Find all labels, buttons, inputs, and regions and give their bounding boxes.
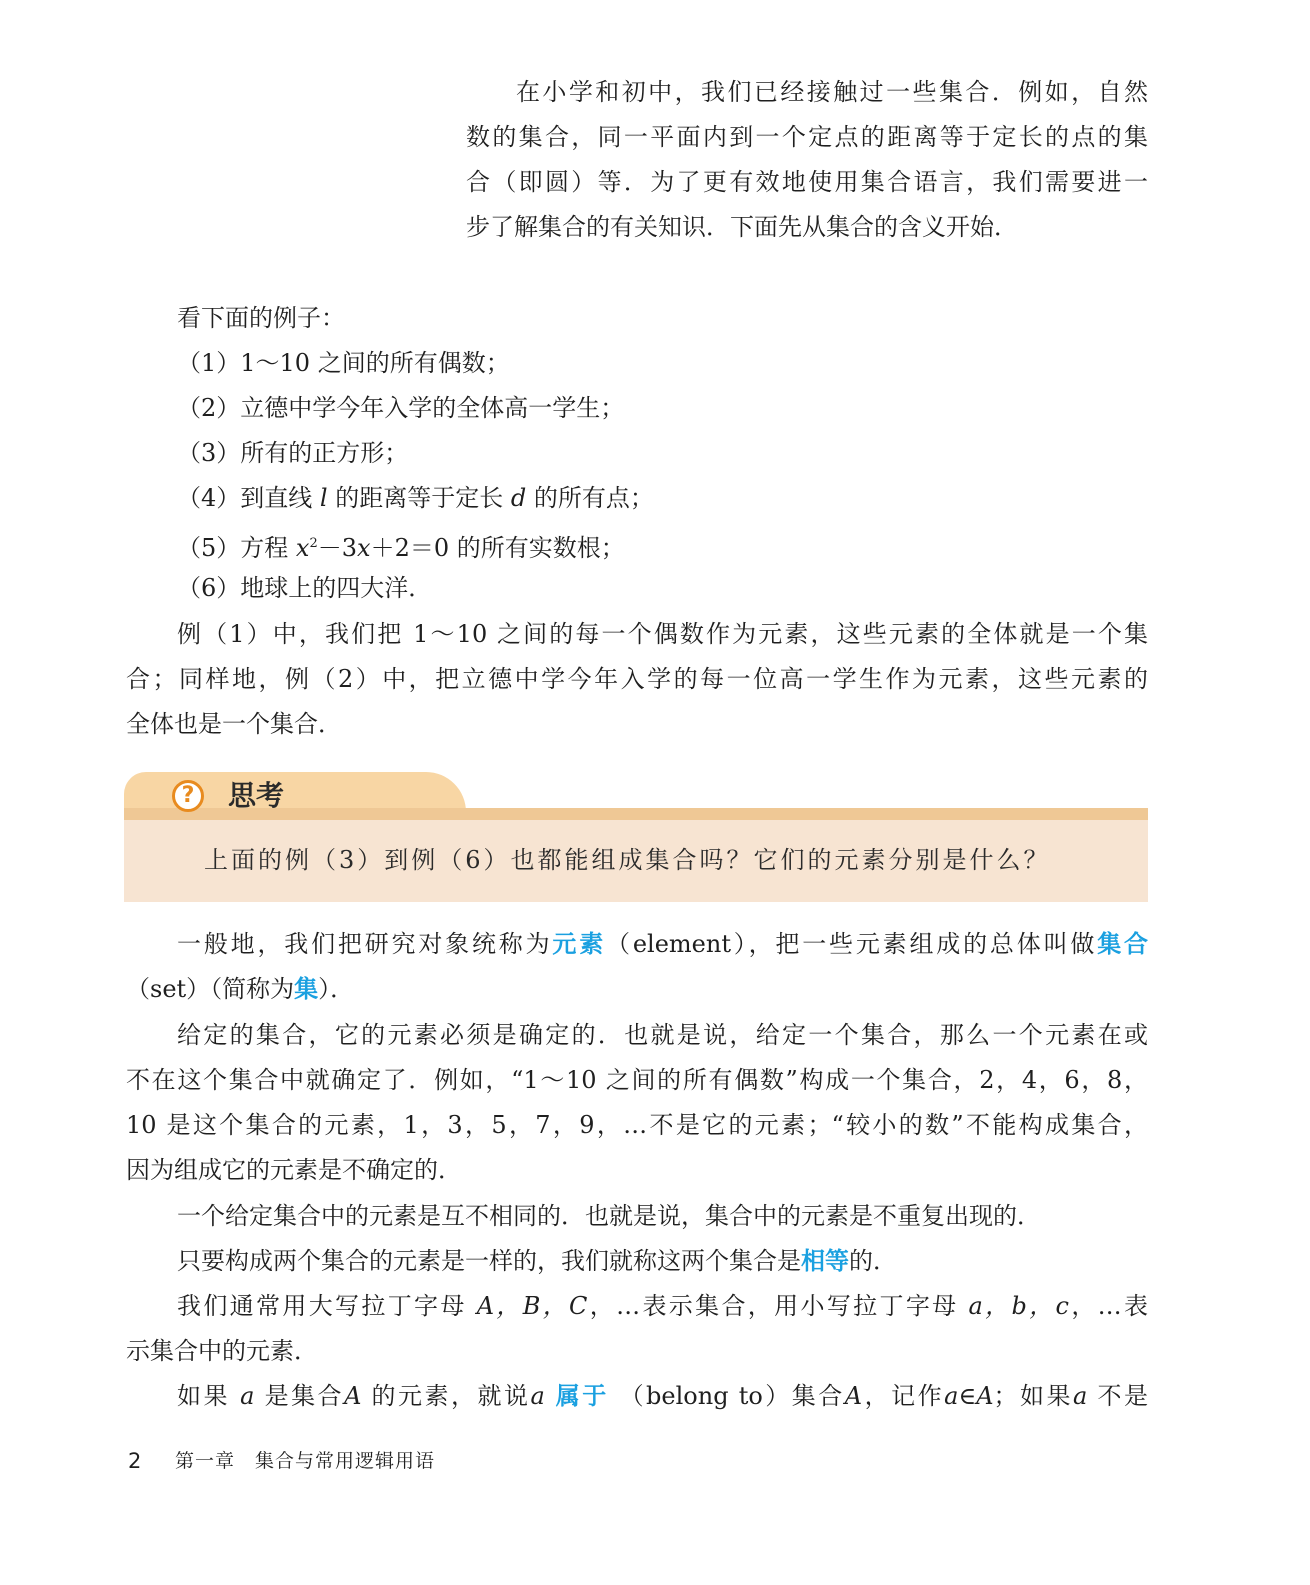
examples-lead: 看下面的例子： (177, 304, 345, 332)
example-item-4-mid: 的距离等于定长 (327, 484, 511, 512)
definition-text-b: （element），把一些元素组成的总体叫做 (606, 930, 1098, 958)
think-question: 上面的例（3）到例（6）也都能组成集合吗？它们的元素分别是什么？ (204, 846, 1051, 874)
var-x: x (295, 534, 310, 562)
belong-text-e: ，记作 (862, 1382, 945, 1410)
para-examples-line-2: 合；同样地，例（2）中，把立德中学今年入学的每一位高一学生作为元素，这些元素的 (126, 665, 1148, 693)
belong-text-c: 的元素，就说 (361, 1382, 531, 1410)
var-l: l (319, 484, 328, 512)
think-title: 思考 (228, 779, 285, 812)
belong-line (177, 1374, 1148, 1419)
intro-line-1: 在小学和初中，我们已经接触过一些集合．例如，自然 (516, 78, 1148, 106)
chapter-title: 第一章 集合与常用逻辑用语 (175, 1450, 436, 1472)
example-item-5-lead: （5）方程 (177, 534, 289, 562)
determinate-line-1: 给定的集合，它的元素必须是确定的．也就是说，给定一个集合，那么一个元素在或 (177, 1021, 1148, 1049)
para-examples-line-3: 全体也是一个集合． (126, 710, 342, 738)
question-icon: ? (172, 780, 204, 812)
belong-var-a: a (240, 1382, 255, 1410)
exponent: 2 (309, 536, 318, 551)
intro-line-2: 数的集合，同一平面内到一个定点的距离等于定长的点的集 (466, 123, 1148, 151)
notation-text-a: 我们通常用大写拉丁字母 (177, 1292, 477, 1320)
notation-lower: a，b，c (968, 1292, 1069, 1320)
example-item-6: （6）地球上的四大洋． (177, 574, 433, 602)
page-number: 2 (128, 1449, 142, 1473)
definition-line-1 (177, 922, 1148, 967)
definition-text-c: （set）（简称为 (126, 975, 295, 1003)
example-item-5-mid: －3 (317, 534, 358, 562)
var-d: d (510, 484, 527, 512)
distinct-line: 一个给定集合中的元素是互不相同的．也就是说，集合中的元素是不重复出现的． (177, 1202, 1041, 1230)
definition-line-2 (126, 967, 1148, 1012)
belong-var-a-2: a (530, 1382, 545, 1410)
example-item-4 (177, 476, 1077, 521)
equal-line (177, 1239, 1148, 1284)
notation-text-b: ，…表示集合，用小写拉丁字母 (587, 1292, 969, 1320)
para-examples-line-1: 例（1）中，我们把 1～10 之间的每一个偶数作为元素，这些元素的全体就是一个集 (177, 620, 1148, 648)
term-belong: 属于 (544, 1382, 620, 1410)
var-x-2: x (357, 534, 371, 562)
notation-text-c: ，…表 (1068, 1292, 1149, 1320)
example-item-4-end: 的所有点； (526, 484, 654, 512)
determinate-line-4: 因为组成它的元素是不确定的． (126, 1156, 462, 1184)
belong-var-A-2: A (844, 1382, 863, 1410)
example-item-5 (177, 521, 1077, 571)
term-set-short: 集 (294, 975, 319, 1003)
term-element: 元素 (552, 930, 607, 958)
intro-line-4: 步了解集合的有关知识．下面先从集合的含义开始． (466, 213, 1018, 241)
determinate-line-3: 10 是这个集合的元素，1，3，5，7，9，…不是它的元素；“较小的数”不能构成集合， (126, 1111, 1148, 1139)
example-item-1: （1）1～10 之间的所有偶数； (177, 349, 510, 377)
example-item-2: （2）立德中学今年入学的全体高一学生； (177, 394, 625, 422)
belong-text-a: 如果 (177, 1382, 241, 1410)
notation-line-1 (177, 1284, 1148, 1329)
belong-var-a-3: a (1073, 1382, 1088, 1410)
term-equal: 相等 (801, 1247, 849, 1275)
belong-text-d: （belong to）集合 (619, 1382, 845, 1410)
term-set: 集合 (1097, 930, 1149, 958)
equal-text-b: 的． (849, 1247, 897, 1275)
intro-line-3: 合（即圆）等．为了更有效地使用集合语言，我们需要进一 (466, 168, 1148, 196)
notation-line-2: 示集合中的元素． (126, 1337, 318, 1365)
definition-text-a: 一般地，我们把研究对象统称为 (177, 930, 553, 958)
belong-notation: a∈A (944, 1382, 994, 1410)
example-item-4-lead: （4）到直线 (177, 484, 313, 512)
determinate-line-2: 不在这个集合中就确定了．例如，“1～10 之间的所有偶数”构成一个集合，2，4，6，8， (126, 1066, 1148, 1094)
notation-caps: A，B，C (476, 1292, 588, 1320)
equal-text-a: 只要构成两个集合的元素是一样的，我们就称这两个集合是 (177, 1247, 801, 1275)
example-item-5-end: ＋2＝0 的所有实数根； (370, 534, 625, 562)
example-item-3: （3）所有的正方形； (177, 439, 409, 467)
belong-text-g: 不是 (1087, 1382, 1148, 1410)
belong-text-f: ；如果 (993, 1382, 1074, 1410)
think-box (124, 772, 1148, 902)
belong-text-b: 是集合 (254, 1382, 345, 1410)
belong-var-A: A (344, 1382, 362, 1410)
definition-text-d: ）． (318, 975, 355, 1003)
